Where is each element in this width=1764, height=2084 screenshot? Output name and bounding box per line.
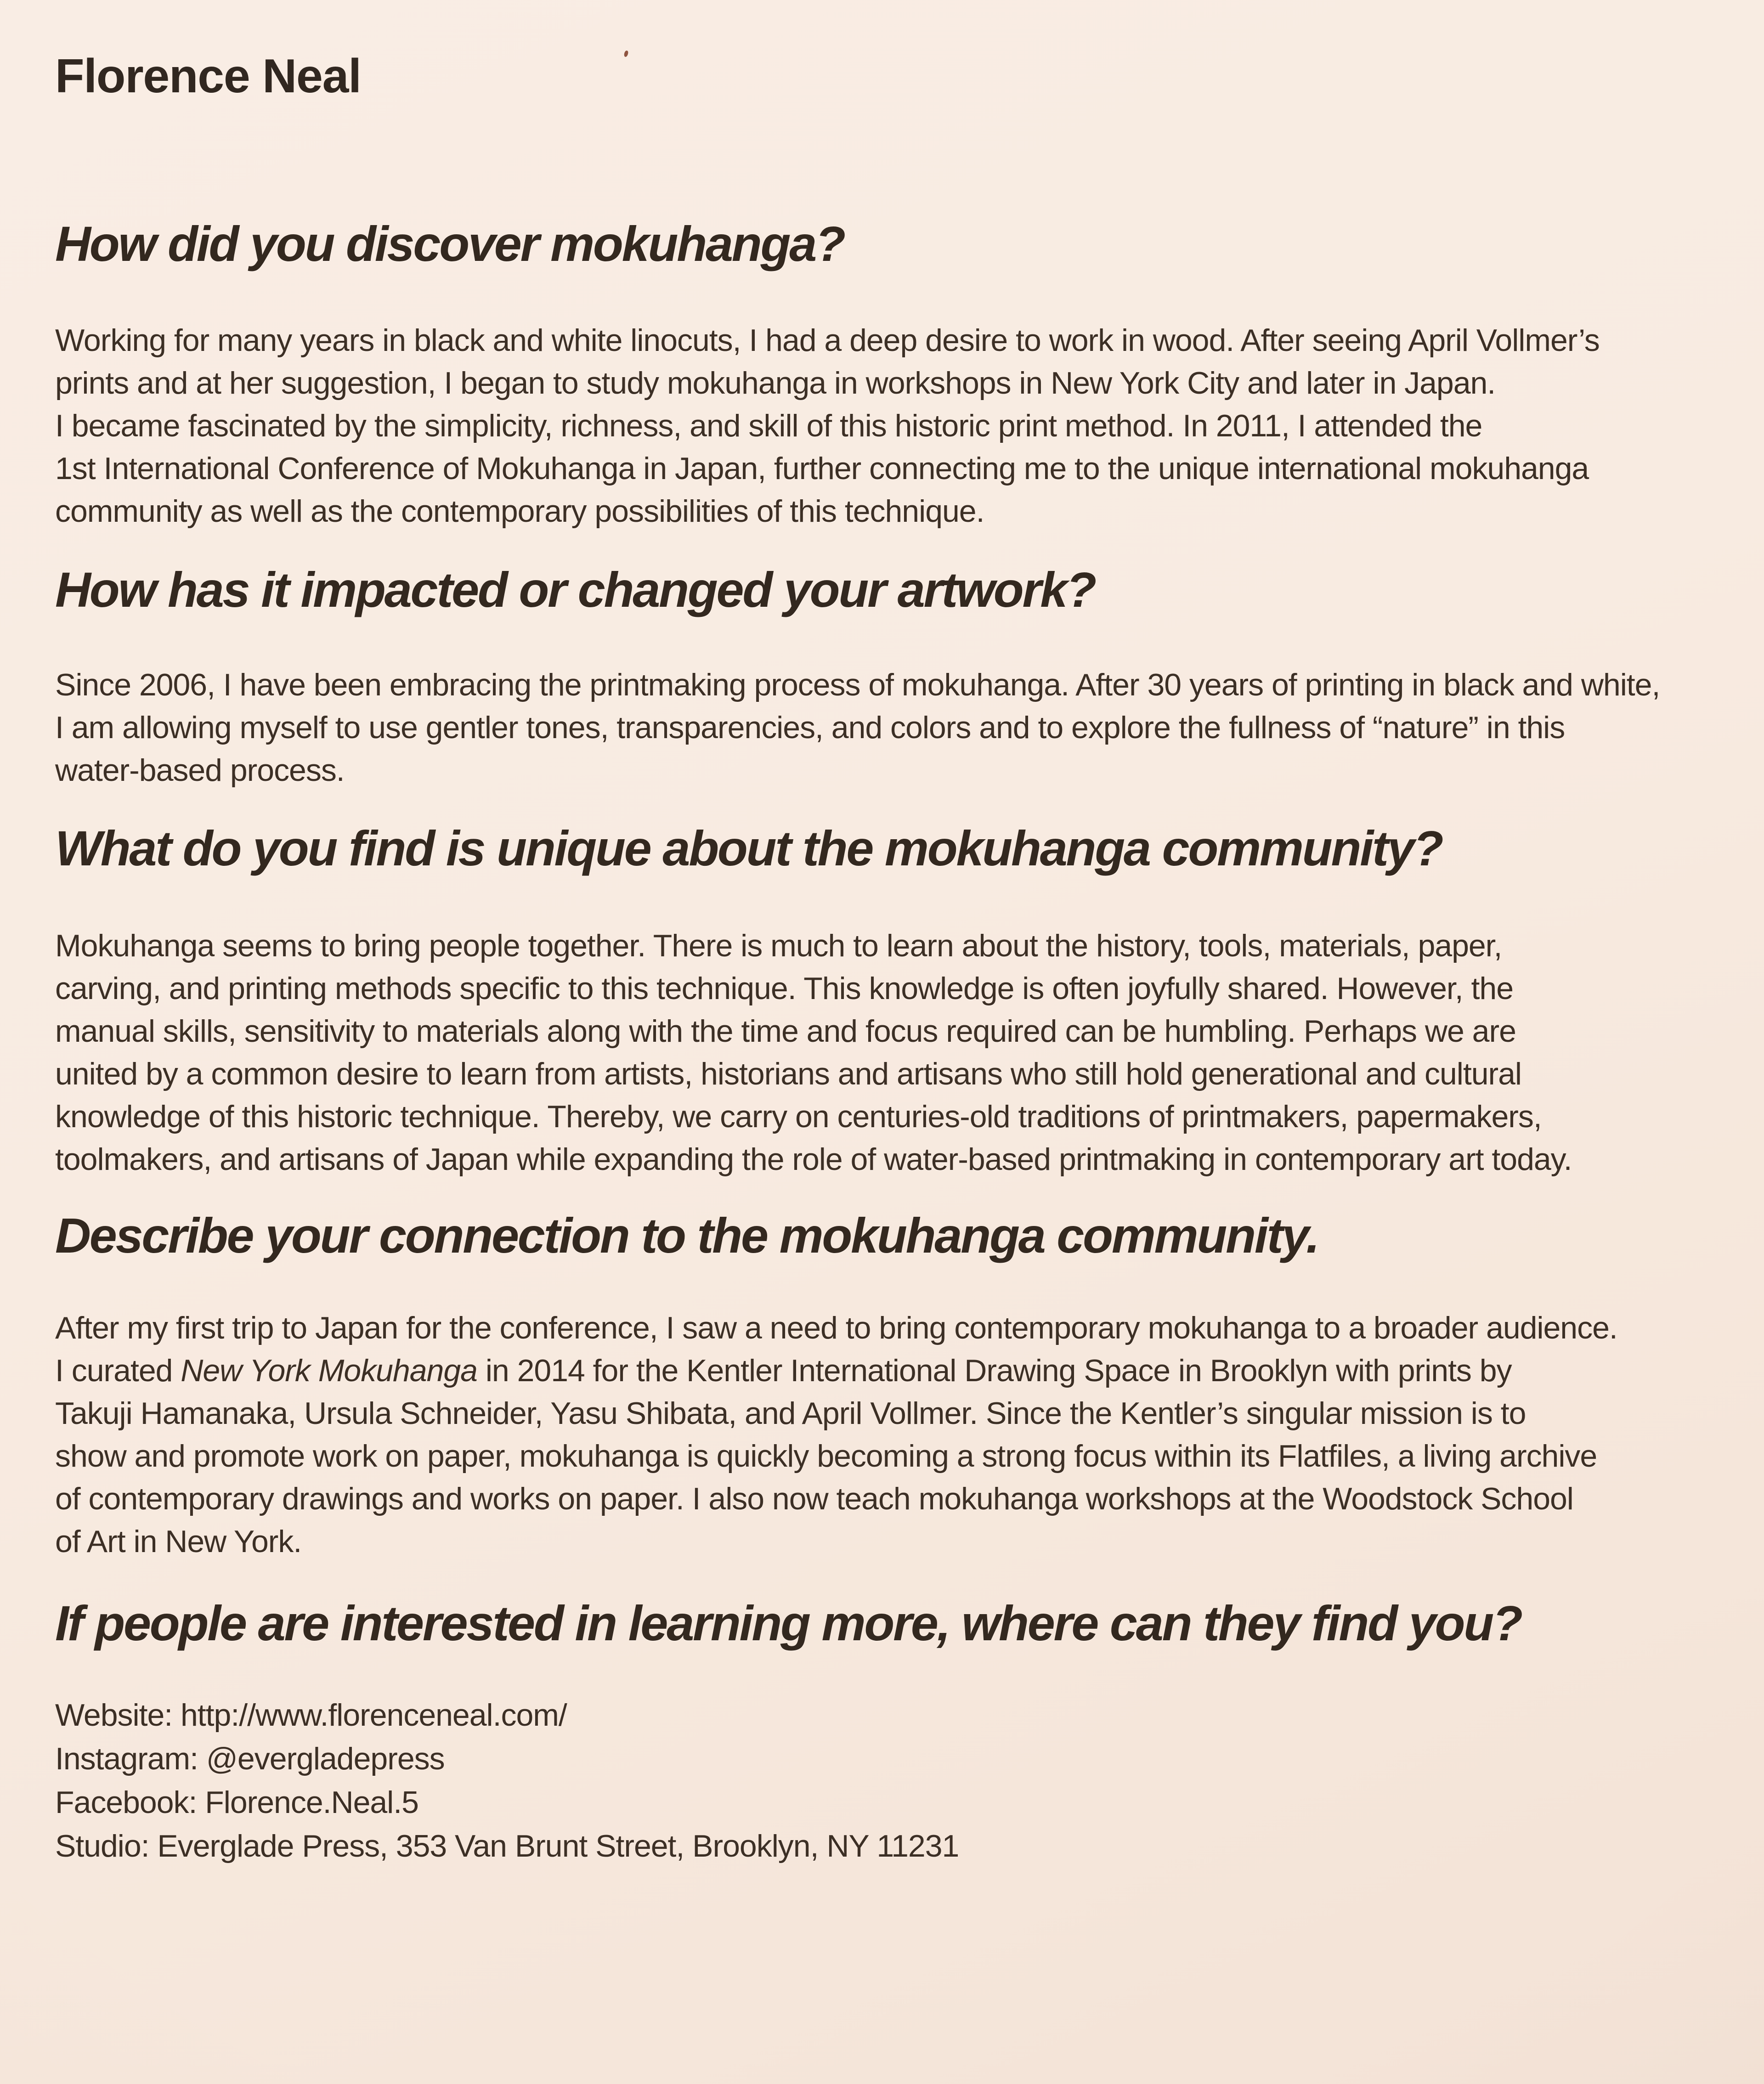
contact-line-facebook: Facebook: Florence.Neal.5 <box>55 1785 418 1820</box>
answer-line: carving, and printing methods specific to this technique. This knowledge is often joyfully shared. However, the <box>55 971 1513 1006</box>
answer-line: water-based process. <box>55 753 345 788</box>
answer-line: knowledge of this historic technique. Thereby, we carry on centuries-old traditions of printmakers, papermakers, <box>55 1099 1542 1134</box>
answer-line: manual skills, sensitivity to materials along with the time and focus required can be humbling. Perhaps we are <box>55 1014 1516 1049</box>
contact-block <box>55 1694 1709 1868</box>
answer-line: show and promote work on paper, mokuhanga is quickly becoming a strong focus within its Flatfiles, a living archive <box>55 1439 1597 1474</box>
contact-line-studio: Studio: Everglade Press, 353 Van Brunt Street, Brooklyn, NY 11231 <box>55 1829 959 1864</box>
answer-line: community as well as the contemporary possibilities of this technique. <box>55 494 984 529</box>
answer-paragraph <box>55 925 1709 1181</box>
answer-line: united by a common desire to learn from artists, historians and artisans who still hold generational and cultural <box>55 1056 1522 1091</box>
answer-line: toolmakers, and artisans of Japan while expanding the role of water-based printmaking in contemporary art today. <box>55 1142 1572 1177</box>
contact-line-website: Website: http://www.florenceneal.com/ <box>55 1698 567 1733</box>
answer-line: I became fascinated by the simplicity, richness, and skill of this historic print method. In 2011, I attended the <box>55 408 1482 443</box>
question-heading: How has it impacted or changed your artwork? <box>55 562 1095 617</box>
answer-line: After my first trip to Japan for the conference, I saw a need to bring contemporary mokuhanga to a broader audience. <box>55 1310 1617 1345</box>
answer-line: 1st International Conference of Mokuhanga in Japan, further connecting me to the unique international mokuhanga <box>55 451 1589 486</box>
answer-line: Working for many years in black and white linocuts, I had a deep desire to work in wood. After seeing April Vollmer’s <box>55 323 1600 358</box>
answer-line: Takuji Hamanaka, Ursula Schneider, Yasu Shibata, and April Vollmer. Since the Kentler’s singular mission is to <box>55 1396 1526 1431</box>
answer-line: I am allowing myself to use gentler tones, transparencies, and colors and to explore the fullness of “nature” in this <box>55 710 1565 745</box>
answer-paragraph <box>55 1307 1709 1563</box>
answer-line: prints and at her suggestion, I began to study mokuhanga in workshops in New York City and later in Japan. <box>55 366 1496 401</box>
answer-line: of Art in New York. <box>55 1524 302 1559</box>
answer-line-segment: in 2014 for the Kentler International Drawing Space in Brooklyn with prints by <box>477 1353 1512 1388</box>
answer-line: Since 2006, I have been embracing the printmaking process of mokuhanga. After 30 years of printing in black and white, <box>55 667 1660 702</box>
answer-paragraph <box>55 319 1709 533</box>
answer-line: of contemporary drawings and works on paper. I also now teach mokuhanga workshops at the Woodstock School <box>55 1481 1573 1516</box>
answer-line: Mokuhanga seems to bring people together. There is much to learn about the history, tools, materials, paper, <box>55 928 1502 963</box>
exhibition-title: New York Mokuhanga <box>181 1353 477 1388</box>
contact-line-instagram: Instagram: @evergladepress <box>55 1741 445 1776</box>
page-header <box>55 51 1709 101</box>
question-heading: If people are interested in learning more, where can they find you? <box>55 1595 1521 1651</box>
question-heading: What do you find is unique about the mokuhanga community? <box>55 820 1442 876</box>
question-heading: How did you discover mokuhanga? <box>55 216 844 271</box>
answer-line <box>55 1350 1709 1392</box>
answer-paragraph <box>55 664 1709 792</box>
question-heading: Describe your connection to the mokuhanga community. <box>55 1208 1318 1263</box>
answer-line-segment: I curated <box>55 1353 181 1388</box>
page-title: Florence Neal <box>55 50 361 103</box>
